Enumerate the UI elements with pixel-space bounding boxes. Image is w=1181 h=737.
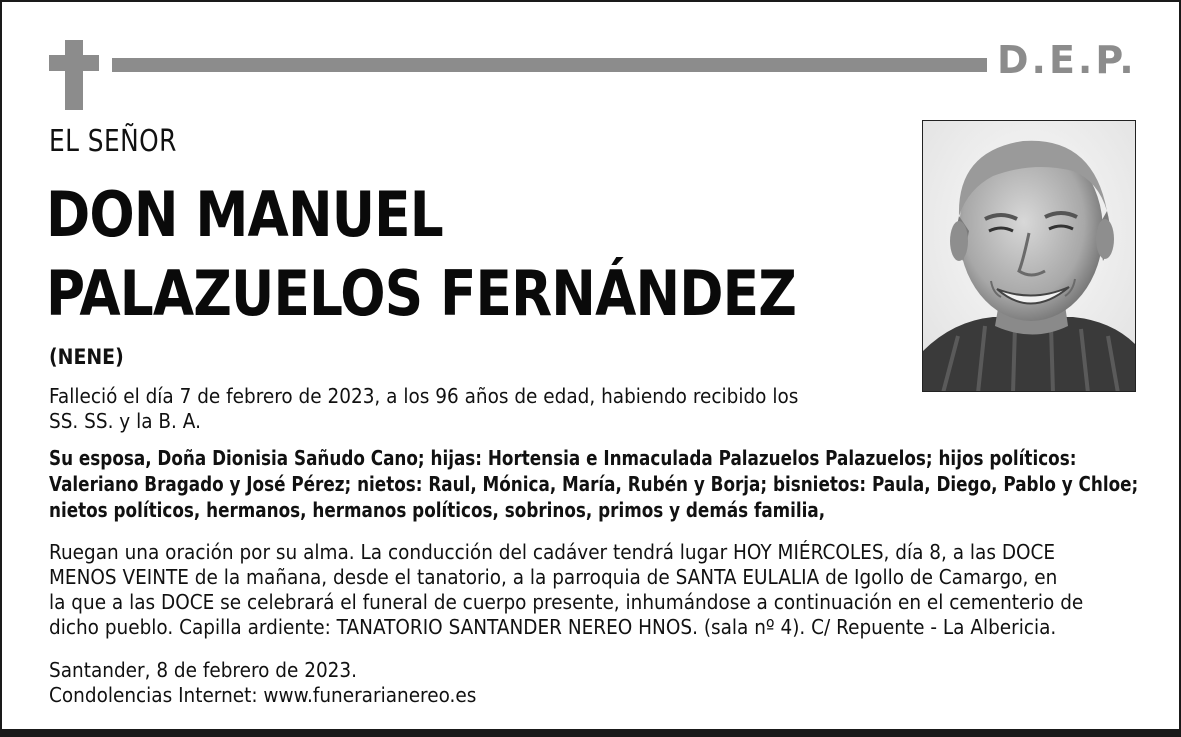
funeral-details — [49, 540, 1083, 640]
deceased-name-line2: PALAZUELOS FERNÁNDEZ — [46, 257, 797, 330]
place-date: Santander, 8 de febrero de 2023. — [49, 658, 358, 682]
funeral-line: MENOS VEINTE de la mañana, desde el tanatorio, a la parroquia de SANTA EULALIA de Igollo de Camargo, en — [49, 565, 1058, 589]
funeral-line: Ruegan una oración por su alma. La conducción del cadáver tendrá lugar HOY MIÉRCOLES, día 8, a las DOCE — [49, 540, 1056, 564]
header-rule — [112, 58, 987, 72]
death-notice — [49, 384, 798, 434]
closing — [49, 658, 476, 708]
death-notice-line: Falleció el día 7 de febrero de 2023, a los 96 años de edad, habiendo recibido los — [49, 384, 799, 408]
family-list — [49, 445, 1138, 523]
deceased-nickname: (NENE) — [49, 345, 124, 369]
death-notice-line: SS. SS. y la B. A. — [49, 409, 201, 433]
funeral-line: dicho pueblo. Capilla ardiente: TANATORIO SANTANDER NEREO HNOS. (sala nº 4). C/ Repuente - La Albericia. — [49, 615, 1057, 639]
portrait-photo — [922, 120, 1136, 392]
dep-label: D.E.P. — [997, 38, 1137, 82]
family-line: Su esposa, Doña Dionisia Sañudo Cano; hijas: Hortensia e Inmaculada Palazuelos Palazuelos; hijos políticos: — [49, 446, 1077, 470]
title-prefix: EL SEÑOR — [49, 124, 177, 159]
family-line: nietos políticos, hermanos, hermanos políticos, sobrinos, primos y demás familia, — [49, 498, 826, 522]
condolences-line: Condolencias Internet: www.funerarianereo.es — [49, 683, 477, 707]
cross-icon-bar — [49, 55, 99, 71]
deceased-name-line1: DON MANUEL — [46, 178, 443, 251]
family-line: Valeriano Bragado y José Pérez; nietos: Raul, Mónica, María, Rubén y Borja; bisnietos: Paula, Diego, Pablo y Chloe; — [49, 472, 1139, 496]
cross-icon — [65, 40, 83, 110]
funeral-line: la que a las DOCE se celebrará el funeral de cuerpo presente, inhumándose a continuación en el cementerio de — [49, 590, 1084, 614]
